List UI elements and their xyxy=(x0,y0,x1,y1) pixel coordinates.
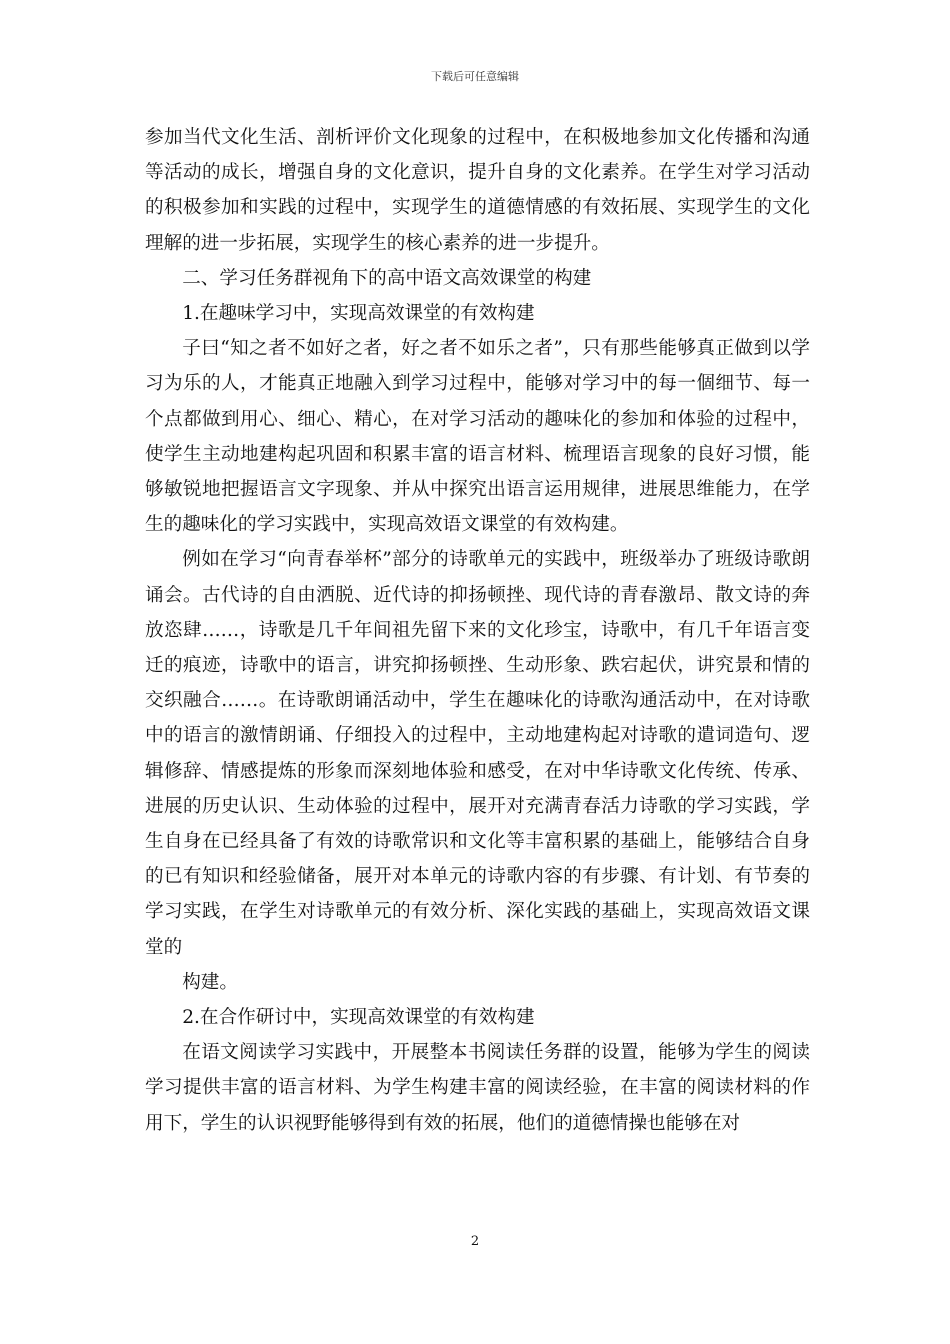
paragraph-continuation: 参加当代文化生活、剖析评价文化现象的过程中，在积极地参加文化传播和沟通等活动的成长，增强自身的文化意识，提升自身的文化素养。在学生对学习活动的积极参加和实践的过程中，实现学生的道德情感的有效拓展、实现学生的文化理解的进一步拓展，实现学生的核心素养的进一步提升。 xyxy=(145,127,810,254)
paragraph-poetry-example: 例如在学习“向青春举杯”部分的诗歌单元的实践中，班级举办了班级诗歌朗诵会。古代诗的自由洒脱、近代诗的抑扬顿挫、现代诗的青春激昂、散文诗的奔放恣肆……，诗歌是几千年间祖先留下来的文化珍宝，诗歌中，有几千年语言变迁的痕迹，诗歌中的语言，讲究抑扬顿挫、生动形象、跌宕起伏，讲究景和情的交织融合……。在诗歌朗诵活动中，学生在趣味化的诗歌沟通活动中，在对诗歌中的语言的激情朗诵、仔细投入的过程中，主动地建构起对诗歌的遣词造句、逻辑修辞、情感提炼的形象而深刻地体验和感受，在对中华诗歌文化传统、传承、进展的历史认识、生动体验的过程中，展开对充满青春活力诗歌的学习实践，学生自身在已经具备了有效的诗歌常识和文化等丰富积累的基础上，能够结合自身的已有知识和经验储备，展开对本单元的诗歌内容的有步骤、有计划、有节奏的学习实践，在学生对诗歌单元的有效分析、深化实践的基础上，实现高效语文课堂的 xyxy=(145,549,810,958)
section-heading: 二、学习任务群视角下的高中语文高效课堂的构建 xyxy=(182,267,592,289)
page-header: 下载后可任意编辑 xyxy=(431,70,519,83)
paragraph-confucius: 子曰“知之者不如好之者，好之者不如乐之者”，只有那些能够真正做到以学习为乐的人，才能真正地融入到学习过程中，能够对学习中的每一個细节、每一个点都做到用心、细心、精心，在对学习活动的趣味化的参加和体验的过程中，使学生主动地建构起巩固和积累丰富的语言材料、梳理语言现象的良好习惯，能够敏锐地把握语言文字现象、并从中探究出语言运用规律，进展思维能力，在学生的趣味化的学习实践中，实现高效语文课堂的有效构建。 xyxy=(145,338,810,536)
paragraph-construction-end: 构建。 xyxy=(182,971,238,993)
paragraph-reading-practice: 在语文阅读学习实践中，开展整本书阅读任务群的设置，能够为学生的阅读学习提供丰富的语言材料、为学生构建丰富的阅读经验，在丰富的阅读材料的作用下，学生的认识视野能够得到有效的拓展，他们的道德情操也能够在对 xyxy=(145,1042,810,1134)
document-body xyxy=(145,120,810,1141)
subsection-heading-1: 1.在趣味学习中，实现高效课堂的有效构建 xyxy=(182,303,535,325)
page-number: 2 xyxy=(470,1234,480,1249)
subsection-heading-2: 2.在合作研讨中，实现高效课堂的有效构建 xyxy=(182,1007,535,1029)
